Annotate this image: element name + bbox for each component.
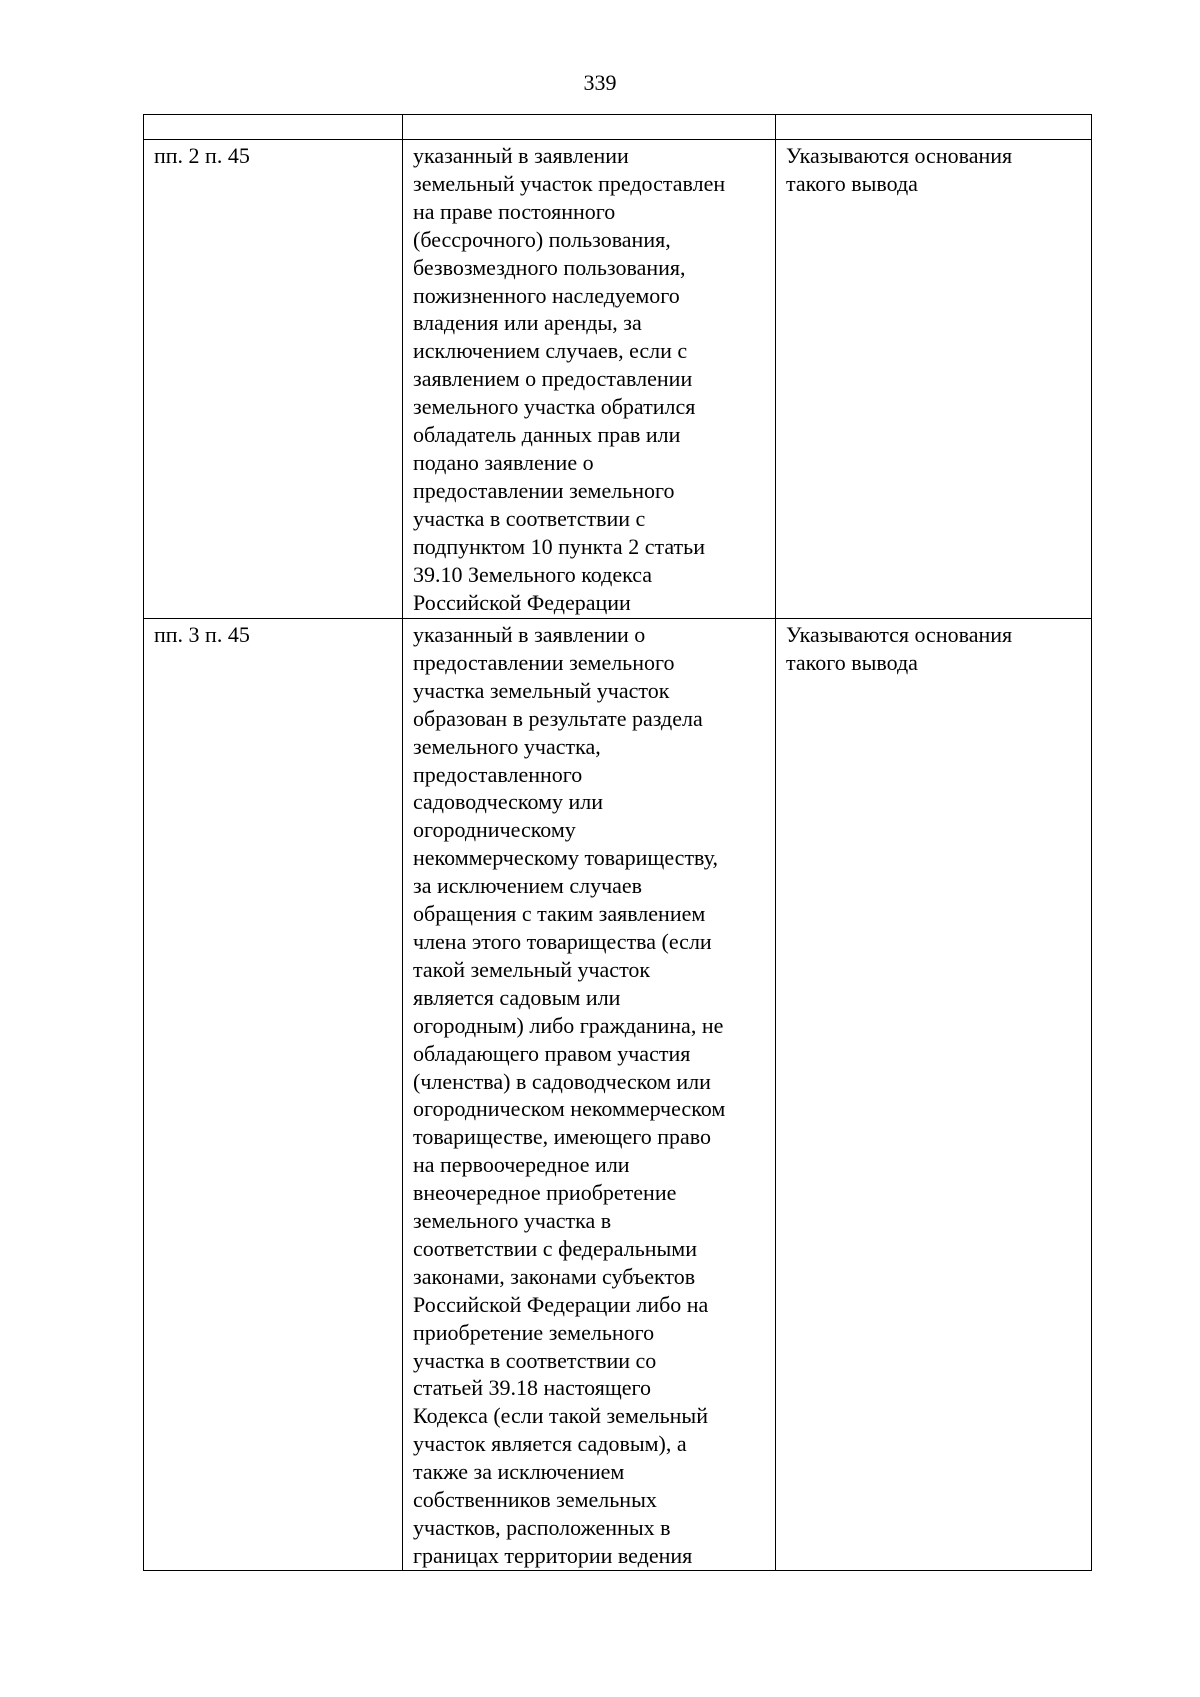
ref-text: пп. 2 п. 45: [154, 143, 250, 168]
cell-reason: [403, 140, 776, 619]
reason-text: указанный в заявлении земельный участок предоставлен на праве постоянного (бессрочного) пользования, безвозмездного пользования, пожизненного наследуемого владения или аренды, за исключением случаев, если с заявлением о предоставлении земельного участка обратился обладатель данных прав или подано заявление о предоставлении земельного участка в соответствии с подпунктом 10 пункта 2 статьи 39.10 Земельного кодекса Российской Федерации: [413, 143, 726, 615]
grounds-table: [143, 114, 1092, 1571]
cell-reason: [403, 619, 776, 1571]
cell-ref: [144, 140, 403, 619]
reason-text: указанный в заявлении о предоставлении земельного участка земельный участок образован в результате раздела земельного участка, предоставленного садоводческому или огородническому некоммерческому товариществу, за исключением случаев обращения с таким заявлением члена этого товарищества (если такой земельный участок является садовым или огородным) либо гражданина, не обладающего правом участия (членства) в садоводческом или огородническом некоммерческом товариществе, имеющего право на первоочередное или внеочередное приобретение земельного участка в соответствии с федеральными законами, законами субъектов Российской Федерации либо на приобретение земельного участка в соответствии со статьей 39.18 настоящего Кодекса (если такой земельный участок является садовым), а также за исключением собственников земельных участков, расположенных в границах территории ведения: [413, 622, 726, 1568]
table-header-row: [144, 115, 1092, 140]
table-row: [144, 619, 1092, 1571]
page-number: 339: [583, 70, 617, 95]
cell-ref: [144, 619, 403, 1571]
header-cell-ref: [144, 115, 403, 140]
explanation-text: Указываются основания такого вывода: [786, 622, 1013, 675]
cell-explanation: [776, 140, 1092, 619]
table-row: [144, 140, 1092, 619]
header-cell-reason: [403, 115, 776, 140]
explanation-text: Указываются основания такого вывода: [786, 143, 1013, 196]
header-cell-explanation: [776, 115, 1092, 140]
ref-text: пп. 3 п. 45: [154, 622, 250, 647]
cell-explanation: [776, 619, 1092, 1571]
